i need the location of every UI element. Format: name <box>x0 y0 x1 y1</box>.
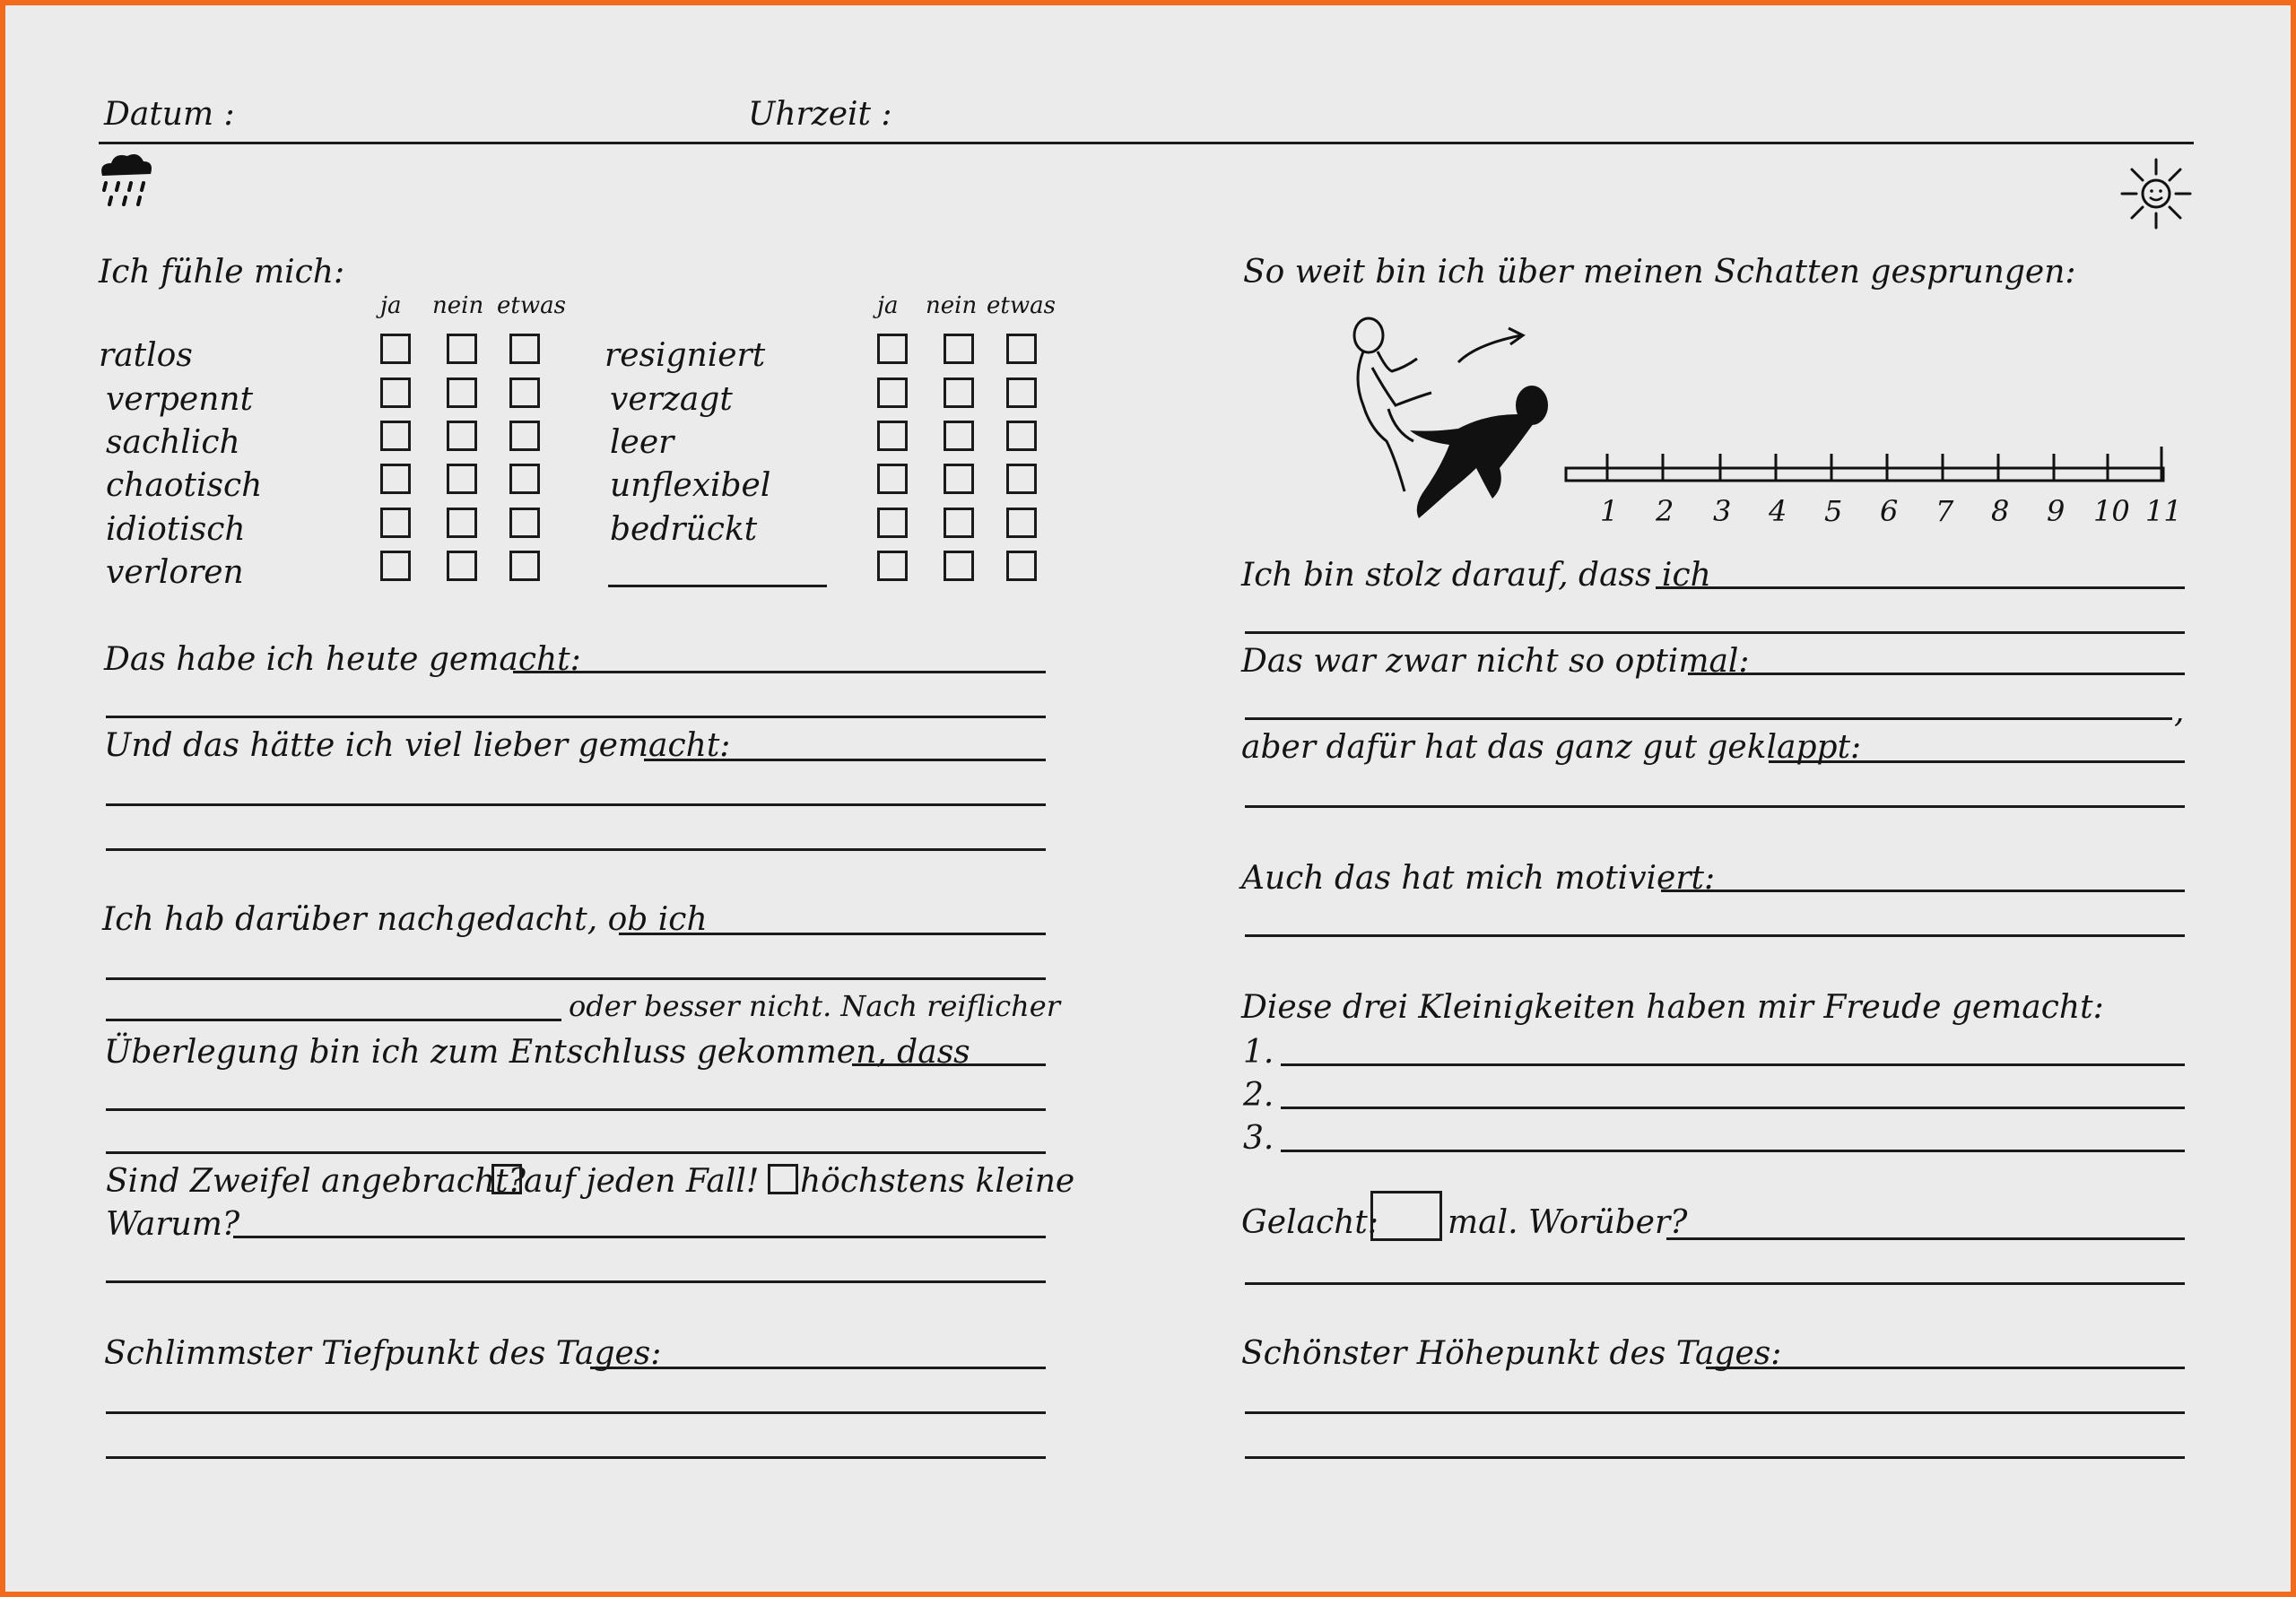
feeling-label: verpennt <box>106 381 254 418</box>
checkbox-ja[interactable] <box>877 421 908 451</box>
write-line[interactable] <box>1666 1237 2185 1240</box>
write-line[interactable] <box>1245 1456 2185 1459</box>
checkbox-etwas[interactable] <box>509 508 540 538</box>
write-line[interactable] <box>1661 890 2185 892</box>
checkbox-etwas[interactable] <box>1006 551 1037 581</box>
checkbox-etwas[interactable] <box>509 464 540 494</box>
today-done-label: Das habe ich heute gemacht: <box>104 641 581 678</box>
checkbox-ja[interactable] <box>877 508 908 538</box>
thought-about-label: Ich hab darüber nachgedacht, ob ich <box>102 901 708 938</box>
write-line[interactable] <box>106 716 1046 718</box>
scale-label: 9 <box>2047 494 2066 528</box>
time-label: Uhrzeit : <box>748 96 892 133</box>
write-line[interactable] <box>106 1456 1046 1459</box>
laughed-label: Gelacht: <box>1241 1204 1378 1241</box>
write-line[interactable] <box>1281 1150 2185 1152</box>
col-ja-right: ja <box>877 292 899 319</box>
checkbox-etwas[interactable] <box>509 551 540 581</box>
checkbox-ja[interactable] <box>380 334 411 364</box>
date-label: Datum : <box>104 96 235 133</box>
decision-label: Überlegung bin ich zum Entschluss gekommen, dass <box>104 1034 970 1071</box>
times-about-label: mal. Worüber? <box>1448 1204 1688 1241</box>
checkbox-nein[interactable] <box>944 508 974 538</box>
checkbox-ja[interactable] <box>380 378 411 408</box>
low-point-label: Schlimmster Tiefpunkt des Tages: <box>104 1335 662 1372</box>
feeling-label: unflexibel <box>610 467 771 504</box>
scale-label: 11 <box>2145 494 2182 528</box>
checkbox-doubts-small[interactable] <box>768 1164 798 1194</box>
checkbox-etwas[interactable] <box>509 334 540 364</box>
checkbox-ja[interactable] <box>380 421 411 451</box>
write-line[interactable] <box>852 1063 1046 1066</box>
comma-mark: , <box>2174 693 2185 730</box>
write-line[interactable] <box>1656 586 2185 589</box>
number-2: 2. <box>1243 1077 1274 1114</box>
laughed-count-box[interactable] <box>1370 1191 1442 1241</box>
checkbox-etwas[interactable] <box>509 421 540 451</box>
scale-label: 5 <box>1824 494 1843 528</box>
feeling-label: verloren <box>106 554 244 591</box>
feeling-label: leer <box>610 424 674 461</box>
checkbox-nein[interactable] <box>447 551 477 581</box>
write-line[interactable] <box>590 1367 1046 1369</box>
scale-label: 3 <box>1713 494 1732 528</box>
checkbox-etwas[interactable] <box>1006 421 1037 451</box>
write-line[interactable] <box>1281 1063 2185 1066</box>
checkbox-nein[interactable] <box>447 378 477 408</box>
checkbox-ja[interactable] <box>877 464 908 494</box>
checkbox-nein[interactable] <box>447 508 477 538</box>
checkbox-ja[interactable] <box>380 464 411 494</box>
write-line[interactable] <box>106 803 1046 806</box>
scale-label: 8 <box>1991 494 2010 528</box>
went-well-label: aber dafür hat das ganz gut geklappt: <box>1241 729 1862 766</box>
checkbox-ja[interactable] <box>380 551 411 581</box>
write-line[interactable] <box>233 1236 1046 1238</box>
write-line[interactable] <box>106 1019 561 1021</box>
scale-label: 6 <box>1880 494 1899 528</box>
write-line[interactable] <box>106 977 1046 980</box>
scale-label: 4 <box>1769 494 1787 528</box>
doubts-option-1-label: auf jeden Fall! <box>524 1163 760 1200</box>
checkbox-etwas[interactable] <box>1006 508 1037 538</box>
checkbox-nein[interactable] <box>944 378 974 408</box>
number-3: 3. <box>1243 1120 1274 1157</box>
checkbox-doubts-yes[interactable] <box>491 1164 522 1194</box>
number-1: 1. <box>1243 1034 1274 1071</box>
or-better-not-label: oder besser nicht. Nach reiflicher <box>569 989 1060 1023</box>
high-point-label: Schönster Höhepunkt des Tages: <box>1241 1335 1782 1372</box>
checkbox-ja[interactable] <box>877 378 908 408</box>
why-label: Warum? <box>106 1206 240 1243</box>
write-line[interactable] <box>644 759 1046 761</box>
write-line[interactable] <box>1245 717 2172 720</box>
scale-label: 1 <box>1600 494 1619 528</box>
doubts-question-label: Sind Zweifel angebracht? <box>106 1163 526 1200</box>
write-line[interactable] <box>1281 1107 2185 1109</box>
feeling-label: chaotisch <box>106 467 263 504</box>
write-line[interactable] <box>1245 805 2185 808</box>
write-line[interactable] <box>513 671 1046 673</box>
checkbox-etwas[interactable] <box>1006 378 1037 408</box>
feeling-label: ratlos <box>99 337 193 374</box>
feeling-label: idiotisch <box>106 511 246 548</box>
shadow-heading: So weit bin ich über meinen Schatten gesprungen: <box>1243 254 2076 291</box>
col-nein-left: nein <box>432 292 484 319</box>
checkbox-etwas[interactable] <box>509 378 540 408</box>
scale-label: 10 <box>2093 494 2130 528</box>
write-line[interactable] <box>106 1108 1046 1111</box>
write-line[interactable] <box>1688 673 2185 675</box>
doubts-option-2-label: höchstens kleine <box>800 1163 1075 1200</box>
col-nein-right: nein <box>926 292 978 319</box>
rather-done-label: Und das hätte ich viel lieber gemacht: <box>104 727 731 764</box>
checkbox-nein[interactable] <box>944 334 974 364</box>
custom-feeling-line[interactable] <box>608 585 827 587</box>
col-ja-left: ja <box>380 292 402 319</box>
write-line[interactable] <box>1245 934 2185 937</box>
proud-label: Ich bin stolz darauf, dass ich <box>1241 557 1711 594</box>
rain-cloud-icon <box>95 151 158 222</box>
write-line[interactable] <box>106 848 1046 851</box>
checkbox-ja[interactable] <box>877 551 908 581</box>
checkbox-etwas[interactable] <box>1006 464 1037 494</box>
feelings-heading: Ich fühle mich: <box>99 254 345 291</box>
col-etwas-right: etwas <box>987 292 1056 319</box>
checkbox-nein[interactable] <box>447 421 477 451</box>
not-optimal-label: Das war zwar nicht so optimal: <box>1241 643 1750 680</box>
feeling-label: bedrückt <box>610 511 758 548</box>
write-line[interactable] <box>1706 1367 2185 1369</box>
checkbox-nein[interactable] <box>447 464 477 494</box>
write-line[interactable] <box>106 1280 1046 1283</box>
three-things-label: Diese drei Kleinigkeiten haben mir Freude gemacht: <box>1241 989 2104 1026</box>
write-line[interactable] <box>106 1151 1046 1154</box>
checkbox-nein[interactable] <box>944 421 974 451</box>
feeling-label: resigniert <box>604 337 766 374</box>
header-line <box>99 142 2194 144</box>
jumping-figure-illustration <box>1333 316 1557 531</box>
write-line[interactable] <box>1245 1411 2185 1414</box>
write-line[interactable] <box>1769 760 2185 763</box>
feeling-label: verzagt <box>610 381 733 418</box>
feeling-label: sachlich <box>106 424 240 461</box>
checkbox-nein[interactable] <box>944 551 974 581</box>
sun-icon <box>2118 156 2194 231</box>
checkbox-ja[interactable] <box>380 508 411 538</box>
checkbox-ja[interactable] <box>877 334 908 364</box>
scale-label: 2 <box>1656 494 1674 528</box>
col-etwas-left: etwas <box>497 292 566 319</box>
write-line[interactable] <box>1245 631 2185 634</box>
write-line[interactable] <box>106 1411 1046 1414</box>
motivated-label: Auch das hat mich motiviert: <box>1241 860 1716 897</box>
write-line[interactable] <box>619 933 1046 935</box>
shadow-scale <box>1562 447 2172 491</box>
checkbox-nein[interactable] <box>944 464 974 494</box>
write-line[interactable] <box>1245 1282 2185 1285</box>
checkbox-nein[interactable] <box>447 334 477 364</box>
checkbox-etwas[interactable] <box>1006 334 1037 364</box>
scale-label: 7 <box>1935 494 1954 528</box>
